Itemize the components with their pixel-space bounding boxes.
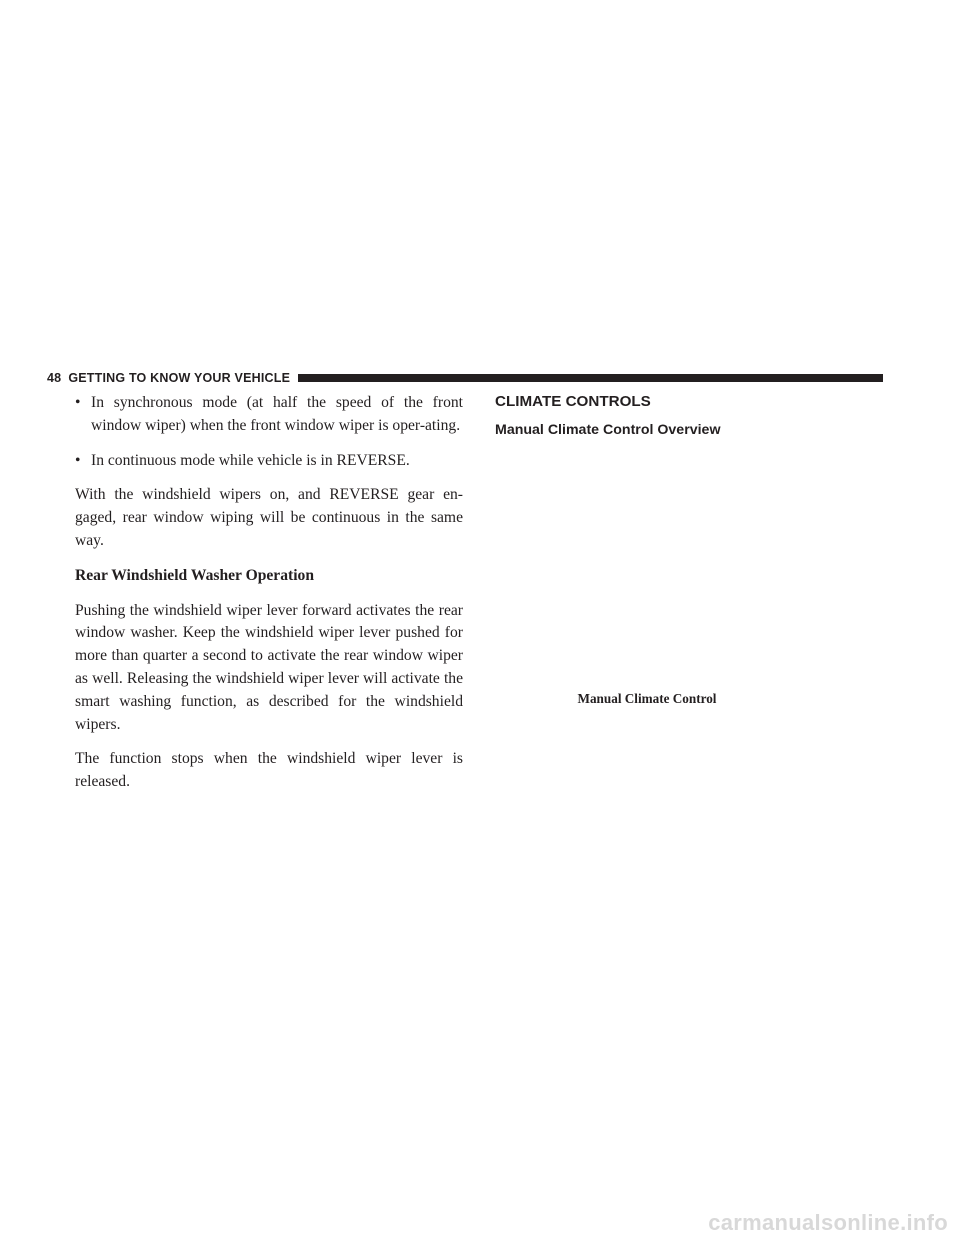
watermark: carmanualsonline.info: [708, 1210, 948, 1235]
bullet-icon: •: [75, 394, 81, 411]
left-column: [75, 392, 463, 806]
subheading: Rear Windshield Washer Operation: [75, 566, 315, 584]
section-subheading: Manual Climate Control Overview: [495, 422, 721, 438]
body-paragraph: Pushing the windshield wiper lever forward activates the rear window washer. Keep the windshield wiper lever pushed for more than quarter a second to activate the rear window wiper as well. Releasing the windshield wiper lever will activate the smart washing function, as described for the windshield wipers.: [75, 601, 463, 733]
figure-caption: Manual Climate Control: [577, 691, 717, 706]
figure-area: [495, 452, 887, 682]
section-title: GETTING TO KNOW YOUR VEHICLE: [68, 371, 291, 385]
bullet-icon: •: [75, 451, 81, 469]
list-item: [75, 450, 463, 473]
bullet-text: In continuous mode while vehicle is in REVERSE.: [91, 451, 410, 469]
right-column: [495, 392, 887, 706]
section-heading: CLIMATE CONTROLS: [495, 393, 651, 410]
page-number: 48: [47, 371, 62, 385]
list-item: [75, 392, 463, 438]
bullet-text: In synchronous mode (at half the speed of the front window wiper) when the front window wiper is oper-ating.: [91, 394, 463, 434]
body-paragraph: The function stops when the windshield wiper lever is released.: [75, 750, 463, 791]
page-header: [47, 370, 883, 386]
header-rule: [298, 374, 883, 382]
body-paragraph: With the windshield wipers on, and REVERSE gear en-gaged, rear window wiping will be continuous in the same way.: [75, 486, 463, 549]
